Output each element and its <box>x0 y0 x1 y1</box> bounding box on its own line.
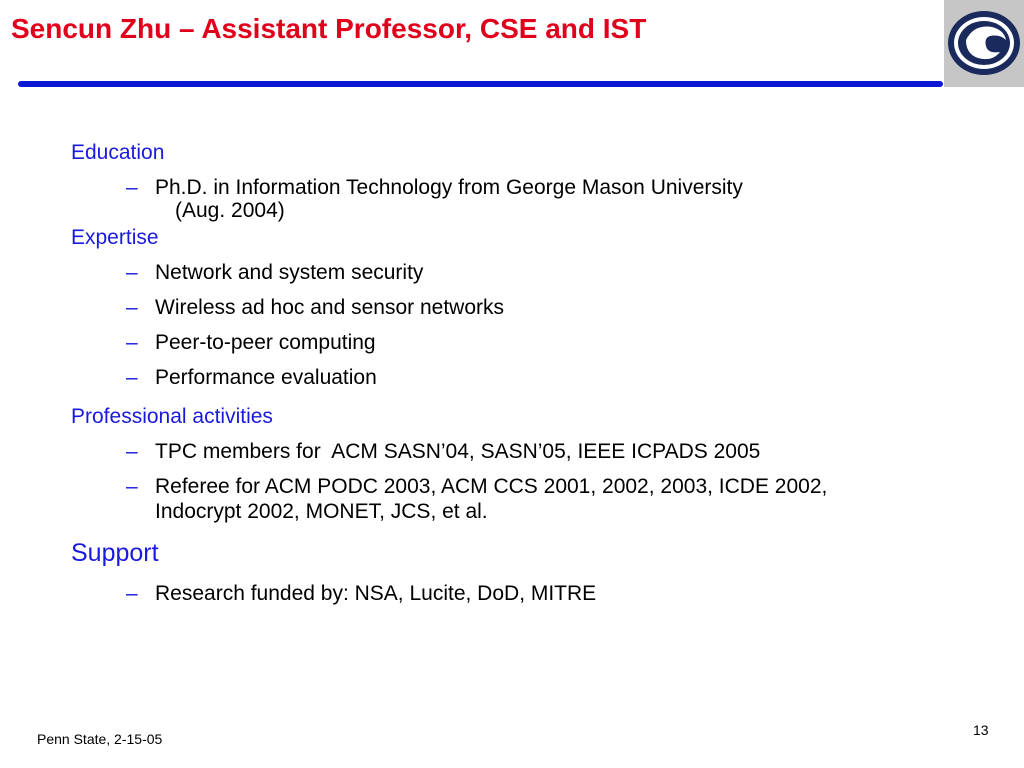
list-item <box>0 175 991 223</box>
bullet-dash: – <box>126 366 138 389</box>
professional-item: TPC members for ACM SASN’04, SASN’05, IEEE ICPADS 2005 <box>155 440 761 463</box>
list-item <box>0 260 991 285</box>
professional-item: Referee for ACM PODC 2003, ACM CCS 2001, 2002, 2003, ICDE 2002, <box>155 475 828 498</box>
list-item <box>0 581 991 606</box>
bullet-dash: – <box>126 331 138 354</box>
footer-text: Penn State, 2-15-05 <box>37 731 163 747</box>
slide-title: Sencun Zhu – Assistant Professor, CSE and IST <box>11 13 647 44</box>
education-line: Ph.D. in Information Technology from George Mason University <box>155 176 743 199</box>
heading-education: Education <box>71 141 165 164</box>
penn-state-logo-icon <box>944 0 1024 87</box>
page-number: 13 <box>973 722 989 738</box>
bullet-dash: – <box>126 296 138 319</box>
slide-content <box>71 140 991 606</box>
bullet-dash: – <box>126 176 138 199</box>
bullet-dash: – <box>126 261 138 284</box>
support-item: Research funded by: NSA, Lucite, DoD, MITRE <box>155 582 597 605</box>
education-line-continued: (Aug. 2004) <box>175 199 285 222</box>
list-item <box>0 295 991 320</box>
list-item <box>0 365 991 390</box>
heading-professional-activities: Professional activities <box>71 405 273 428</box>
bullet-dash: – <box>126 582 138 605</box>
professional-item-continued: Indocrypt 2002, MONET, JCS, et al. <box>155 500 488 523</box>
list-item <box>0 330 991 355</box>
heading-support: Support <box>71 539 159 567</box>
heading-expertise: Expertise <box>71 226 159 249</box>
expertise-item: Wireless ad hoc and sensor networks <box>155 296 504 319</box>
expertise-item: Performance evaluation <box>155 366 377 389</box>
list-item <box>0 474 991 524</box>
list-item <box>0 439 991 464</box>
logo <box>944 0 1024 87</box>
bullet-dash: – <box>126 475 138 498</box>
title-underline <box>18 81 943 87</box>
expertise-item: Network and system security <box>155 261 424 284</box>
bullet-dash: – <box>126 440 138 463</box>
expertise-item: Peer-to-peer computing <box>155 331 376 354</box>
